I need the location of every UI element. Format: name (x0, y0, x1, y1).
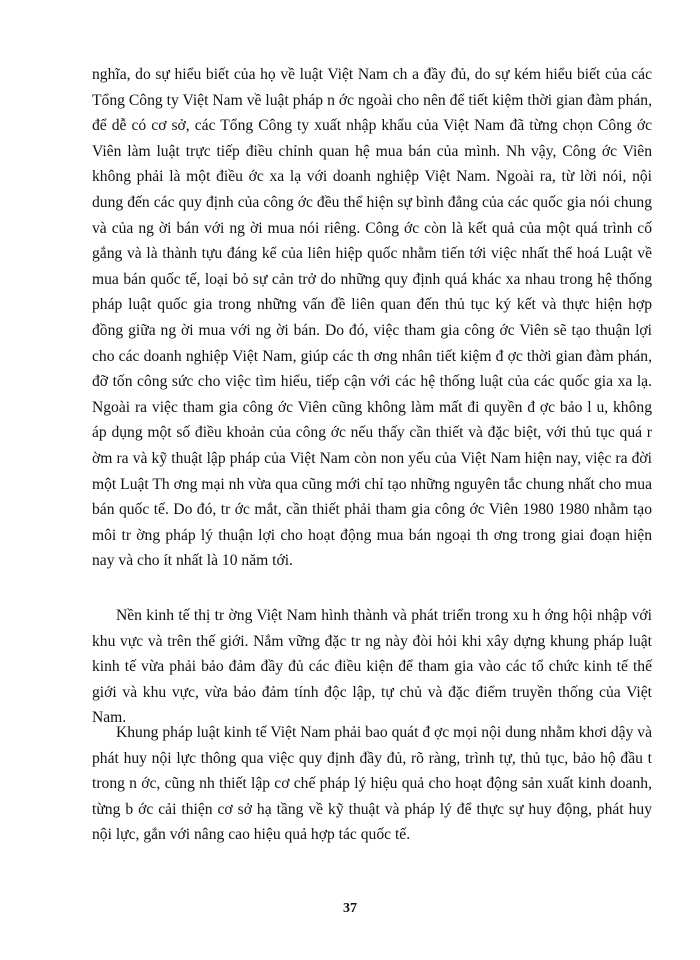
paragraph-cisg-benefits: nghĩa, do sự hiểu biết của họ về luật Việt Nam ch a đầy đủ, do sự kém hiểu biết của các Tổng Công ty Việt Nam về luật pháp n ớc ngoài cho nên để tiết kiệm thời gian đàm phán, để dễ có cơ sở, các Tổng Công ty xuất nhập khẩu của Việt Nam đã từng chọn Công ớc Viên làm luật trực tiếp điều chỉnh quan hệ mua bán của mình. Nh vậy, Công ớc Viên không phải là một điều ớc xa lạ với doanh nghiệp Việt Nam. Ngoài ra, từ lời nói, nội dung đến các quy định của công ớc đều thể hiện sự bình đẳng của các quốc gia nói chung và của ng ời bán với ng ời mua nói riêng. Công ớc còn là kết quả của một quá trình cố gắng và là thành tựu đáng kể của liên hiệp quốc nhằm tiến tới việc nhất thể hoá Luật về mua bán quốc tế, loại bỏ sự cản trở do những quy định quá khác xa nhau trong hệ thống pháp luật quốc gia trong những vấn đề liên quan đến thủ tục ký kết và thực hiện hợp đồng giữa ng ời mua với ng ời bán. Do đó, việc tham gia công ớc Viên sẽ tạo thuận lợi cho các doanh nghiệp Việt Nam, giúp các th ơng nhân tiết kiệm đ ợc thời gian đàm phán, đỡ tốn công sức cho việc tìm hiểu, tiếp cận với các hệ thống luật của các quốc gia xa lạ. Ngoài ra việc tham gia công ớc Viên cũng không làm mất đi quyền đ ợc bảo l u, không áp dụng một số điều khoản của công ớc nếu thấy cần thiết và đặc biệt, với thủ tục quá r ờm ra và kỹ thuật lập pháp của Việt Nam còn non yếu của Việt Nam hiện nay, việc ra đời một Luật Th ơng mại nh vừa qua cũng mới chỉ tạo những nguyên tắc chung nhất cho mua bán quốc tế. Do đó, tr ớc mắt, cần thiết phải tham gia công ớc Viên 1980 1980 nhằm tạo môi tr ờng pháp lý thuận lợi cho hoạt động mua bán ngoại th ơng trong giai đoạn hiện nay và cho ít nhất là 10 năm tới. (92, 66, 652, 570)
paragraph-legal-framework: Khung pháp luật kinh tế Việt Nam phải bao quát đ ợc mọi nội dung nhằm khơi dậy và phát huy nội lực thông qua việc quy định đầy đủ, rõ ràng, trình tự, thủ tục, bảo hộ đầu t trong n ớc, cũng nh thiết lập cơ chế pháp lý hiệu quả cho hoạt động sản xuất kinh doanh, từng b ớc cải thiện cơ sở hạ tầng về kỹ thuật và pháp lý để thực sự huy động, phát huy nội lực, gắn với nâng cao hiệu quả hợp tác quốc tế. (92, 724, 652, 844)
paragraph-market-economy: Nền kinh tế thị tr ờng Việt Nam hình thành và phát triển trong xu h ớng hội nhập với khu vực và trên thế giới. Nắm vững đặc tr ng này đòi hỏi khi xây dựng khung pháp luật kinh tế vừa phải bảo đảm đầy đủ các điều kiện để tham gia vào các tổ chức kinh tế thế giới và khu vực, vừa bảo đảm tính độc lập, tự chủ và đặc điểm truyền thống của Việt Nam. (92, 607, 652, 727)
page-number: 37 (343, 901, 357, 916)
